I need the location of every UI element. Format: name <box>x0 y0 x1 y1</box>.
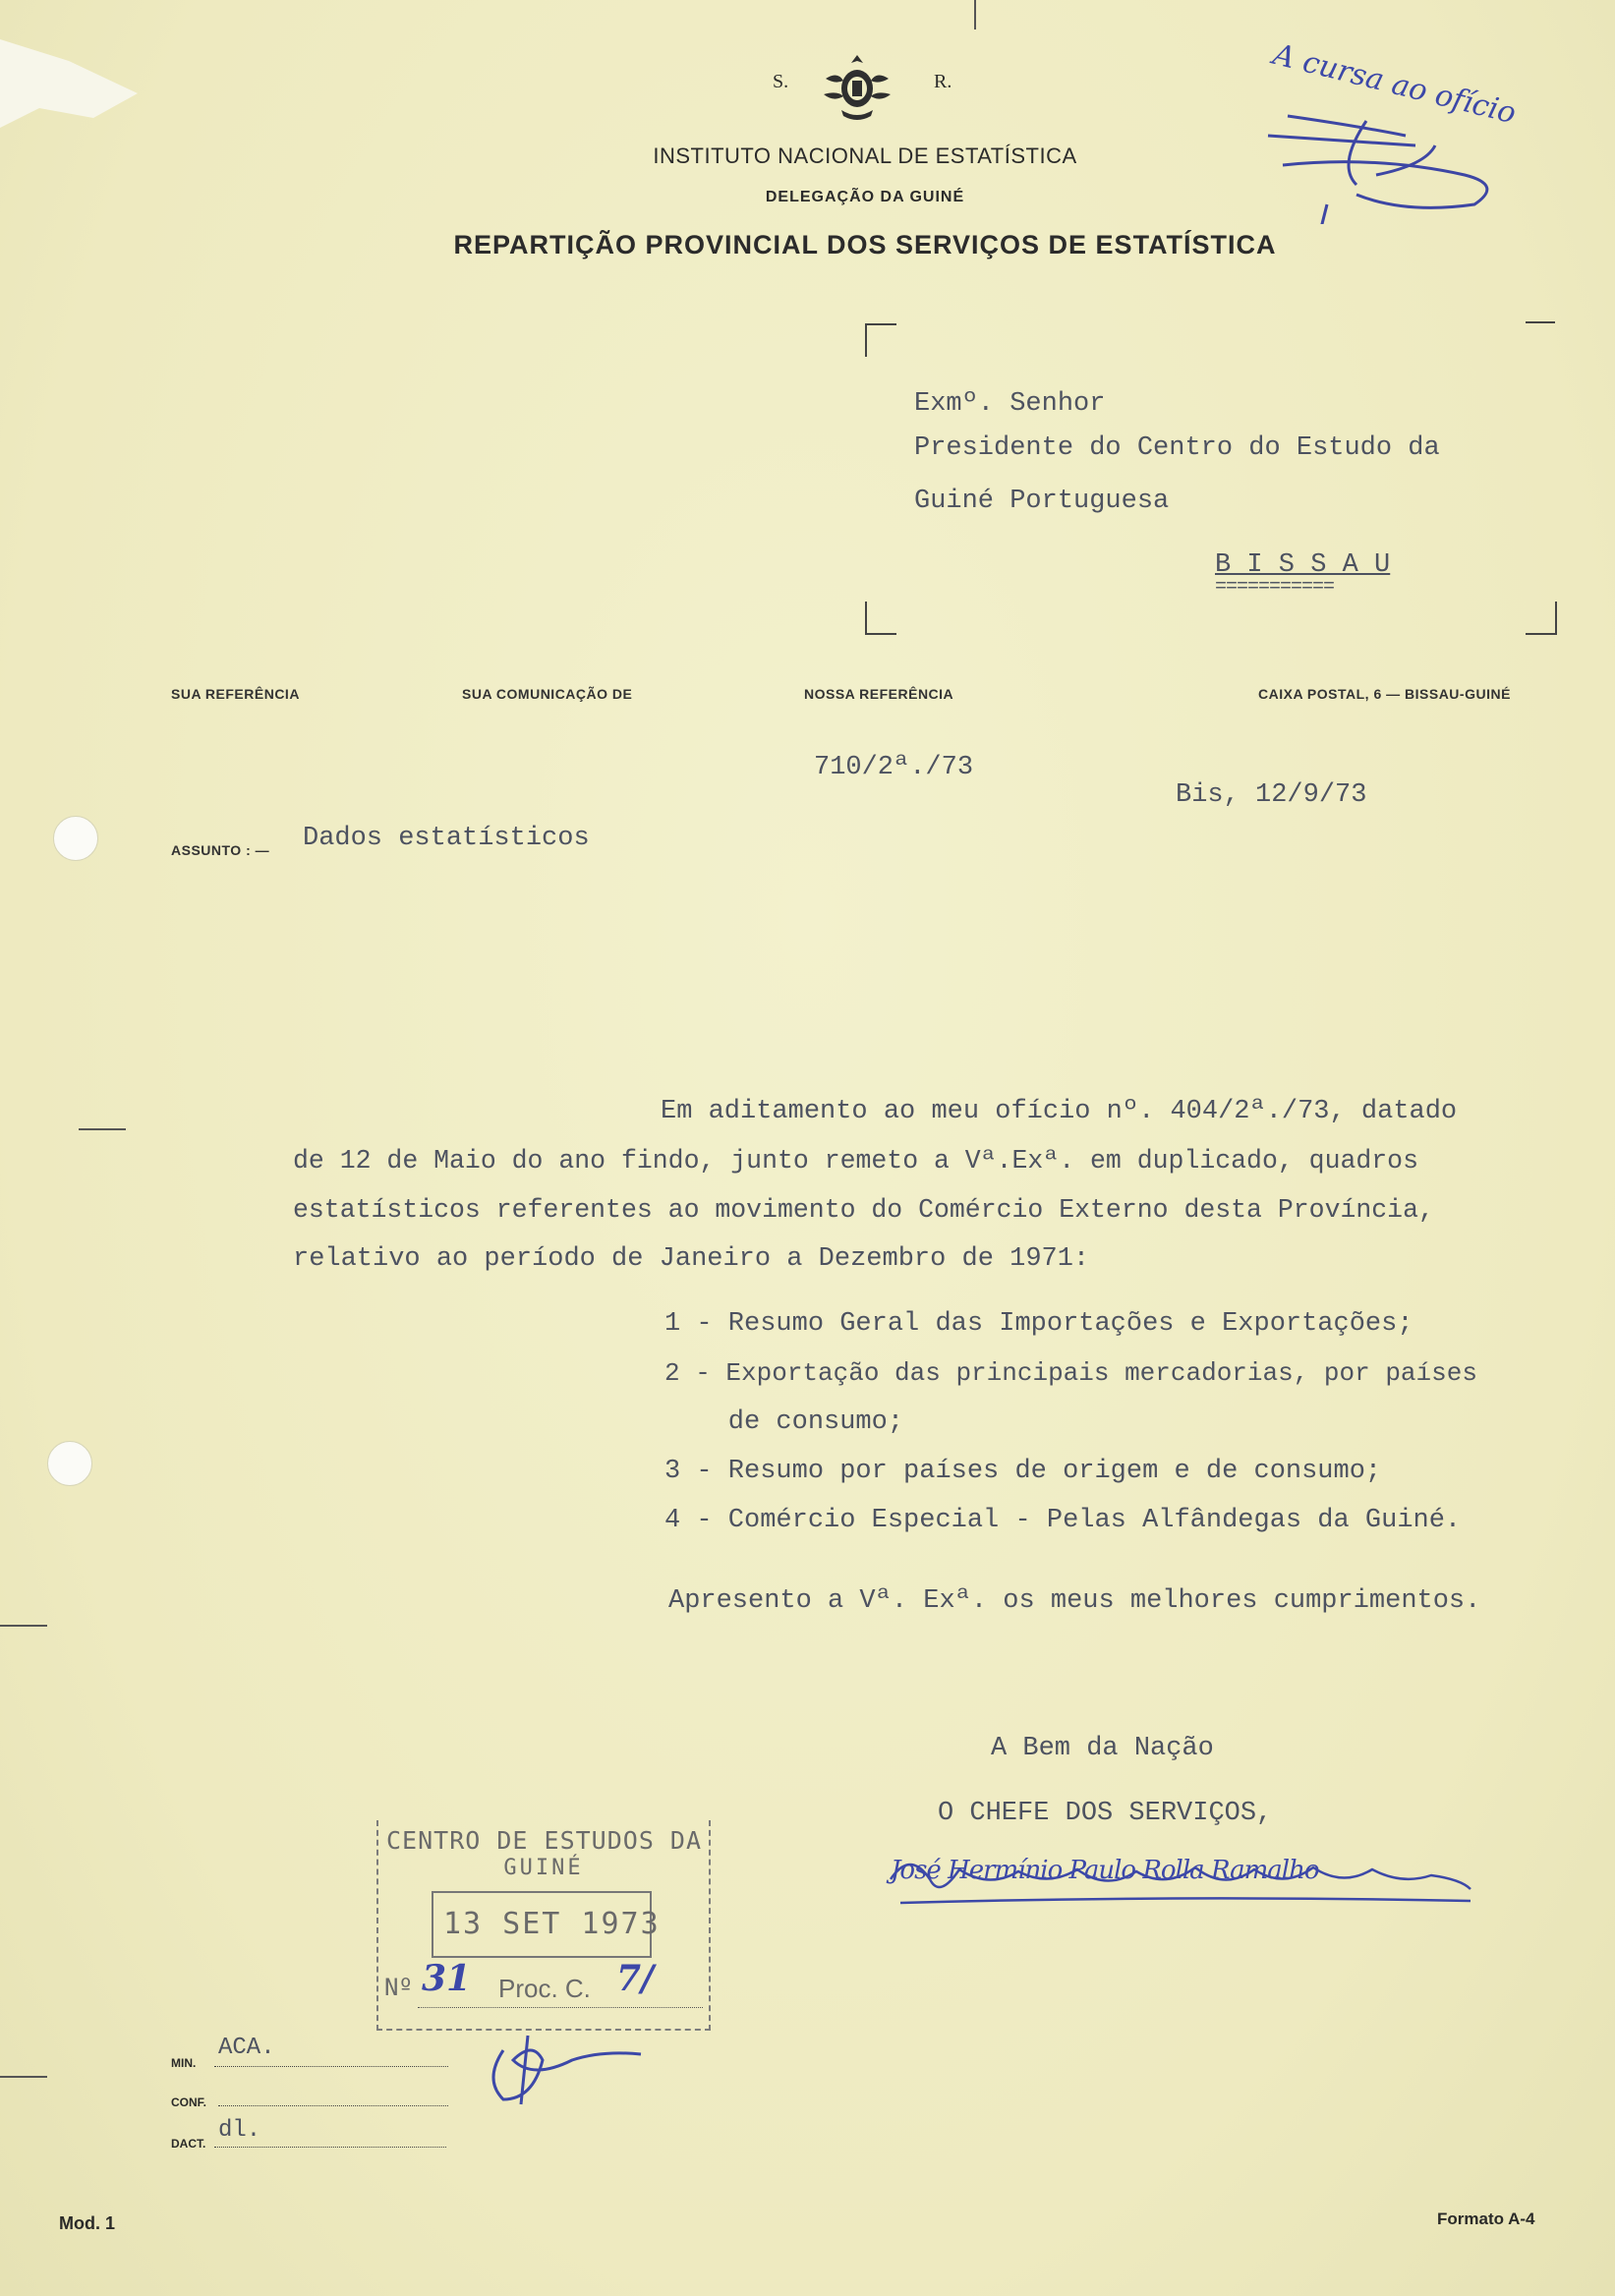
body-line-2: de 12 de Maio do ano findo, junto remeto a Vª.Exª. em duplicado, quadros <box>293 1146 1418 1176</box>
letter-date: Bis, 12/9/73 <box>1176 780 1367 810</box>
address-bracket-bottom-left <box>865 602 896 635</box>
label-nossa-referencia: NOSSA REFERÊNCIA <box>804 686 954 702</box>
subject-value: Dados estatísticos <box>303 824 590 853</box>
min-dotted-line <box>214 2066 448 2067</box>
punch-hole-top <box>53 816 98 861</box>
stamp-proc-value: 7/ <box>616 1958 655 1999</box>
stamp-dotted-line <box>418 2007 703 2008</box>
addressee-city: B I S S A U <box>1215 550 1391 580</box>
handwritten-initials <box>474 2021 651 2109</box>
address-bracket-bottom-right <box>1526 602 1557 635</box>
stamp-date-box <box>432 1891 661 1958</box>
footer-format: Formato A-4 <box>1437 2210 1535 2228</box>
stamp-no-value: 31 <box>422 1958 472 1999</box>
body-line-4: relativo ao período de Janeiro a Dezembro de 1971: <box>293 1244 1090 1274</box>
body-line-1: Em aditamento ao meu ofício nº. 404/2ª./73, datado <box>661 1097 1458 1126</box>
punch-hole-bottom <box>47 1441 92 1486</box>
signatory-title: O CHEFE DOS SERVIÇOS, <box>938 1799 1273 1828</box>
signature-text: José Hermínio Paulo Rolla Ramalho <box>891 1856 1319 1885</box>
coat-of-arms-emblem <box>822 51 893 126</box>
label-sua-comunicacao: SUA COMUNICAÇÃO DE <box>462 686 633 702</box>
min-label: MIN. <box>171 2056 197 2070</box>
stamp-proc-label: Proc. C. <box>498 1974 591 2003</box>
margin-mark <box>79 1128 126 1130</box>
annotation-text: A cursa ao ofício <box>1269 37 1520 132</box>
addressee-city-underline: =========== <box>1215 576 1335 599</box>
stamp-line-2: GUINÉ <box>503 1856 584 1880</box>
margin-mark <box>974 0 976 29</box>
received-stamp <box>376 1820 711 2031</box>
address-bracket-top-right <box>1526 321 1555 323</box>
stamp-date: 13 SET 1973 <box>443 1907 661 1941</box>
conf-label: CONF. <box>171 2095 206 2109</box>
addressee-line-3: Guiné Portuguesa <box>914 487 1170 516</box>
subject-label: ASSUNTO : — <box>171 842 270 858</box>
delegation-name: DELEGAÇÃO DA GUINÉ <box>765 189 965 205</box>
department-name: REPARTIÇÃO PROVINCIAL DOS SERVIÇOS DE ESTATÍSTICA <box>453 230 1277 259</box>
list-item-1: 1 - Resumo Geral das Importações e Exportações; <box>664 1309 1413 1339</box>
handwritten-annotation-top-right <box>1209 28 1602 224</box>
closing-line: Apresento a Vª. Exª. os meus melhores cumprimentos. <box>668 1586 1481 1616</box>
list-item-4: 4 - Comércio Especial - Pelas Alfândegas da Guiné. <box>664 1506 1462 1535</box>
stamp-line-1: CENTRO DE ESTUDOS DA <box>386 1826 703 1855</box>
dact-value: dl. <box>218 2117 261 2144</box>
list-item-2: 2 - Exportação das principais mercadorias, por países <box>664 1358 1477 1388</box>
footer-model: Mod. 1 <box>59 2213 115 2233</box>
list-item-3: 3 - Resumo por países de origem e de consumo; <box>664 1457 1382 1486</box>
dact-label: DACT. <box>171 2137 206 2151</box>
margin-mark <box>0 1625 47 1627</box>
dact-dotted-line <box>214 2147 446 2148</box>
addressee-line-2: Presidente do Centro do Estudo da <box>914 433 1440 463</box>
header-left-letter: S. <box>773 71 789 92</box>
margin-mark <box>0 2076 47 2078</box>
body-line-3: estatísticos referentes ao movimento do Comércio Externo desta Província, <box>293 1195 1434 1225</box>
nossa-referencia-value: 710/2ª./73 <box>814 753 974 782</box>
address-bracket-top-left <box>865 323 896 357</box>
label-caixa-postal: CAIXA POSTAL, 6 — BISSAU-GUINÉ <box>1258 686 1511 702</box>
institute-name: INSTITUTO NACIONAL DE ESTATÍSTICA <box>653 144 1077 168</box>
header-right-letter: R. <box>934 71 952 92</box>
torn-corner <box>0 39 157 128</box>
label-sua-referencia: SUA REFERÊNCIA <box>171 686 300 702</box>
min-value: ACA. <box>218 2035 275 2061</box>
conf-dotted-line <box>218 2105 448 2106</box>
addressee-line-1: Exmº. Senhor <box>914 389 1106 419</box>
stamp-no-label: Nº <box>384 1974 413 2001</box>
salutation: A Bem da Nação <box>991 1734 1214 1763</box>
list-item-2-cont: de consumo; <box>664 1407 904 1437</box>
